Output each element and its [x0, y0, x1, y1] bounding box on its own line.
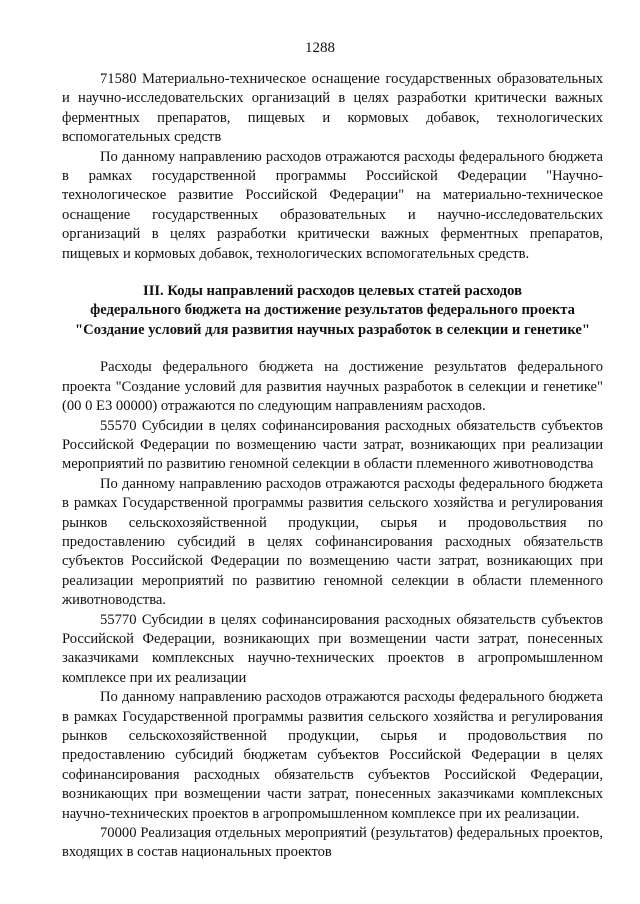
section-heading	[62, 282, 603, 340]
section-heading-line-3: "Создание условий для развития научных разработок в селекции и генетике"	[75, 321, 590, 338]
paragraph-71580-description: По данному направлению расходов отражаются расходы федерального бюджета в рамках государственной программы Российской Федерации "Научно-технологическое развитие Российской Федерации" на материально-техническое оснащение государственных образовательных и научно-исследовательских организаций в целях разработки критически важных ферментных препаратов, пищевых и кормовых добавок, технологических вспомогательных средств.	[62, 148, 603, 262]
paragraph-55570-description: По данному направлению расходов отражаются расходы федерального бюджета в рамках Государственной программы развития сельского хозяйства и регулирования рынков сельскохозяйственной продукции, сырья и продовольствия по предоставлению субсидий в целях софинансирования расходных обязательств субъектов Российской Федерации по возмещению части затрат, возникающих при реализации мероприятий по развитию геномной селекции в области племенного животноводства.	[62, 475, 603, 609]
section-heading-line-2: федерального бюджета на достижение результатов федерального проекта	[90, 302, 575, 319]
paragraph-55770-description: По данному направлению расходов отражаются расходы федерального бюджета в рамках Государственной программы развития сельского хозяйства и регулирования рынков сельскохозяйственной продукции, сырья и продовольствия по предоставлению субсидий бюджетам субъектов Российской Федерации в целях софинансирования расходных обязательств субъектов Российской Федерации, возникающих при возмещении части затрат, понесенных заказчиками комплексных научно-технических проектов в агропромышленном комплексе при их реализации.	[62, 689, 603, 822]
paragraph-55570-title: 55570 Субсидии в целях софинансирования расходных обязательств субъектов Российской Федерации по возмещению части затрат, возникающих при реализации мероприятий по развитию геномной селекции в области племенного животноводства	[62, 417, 603, 473]
paragraph-55770-title: 55770 Субсидии в целях софинансирования расходных обязательств субъектов Российской Федерации, возникающих при возмещении части затрат, понесенных заказчиками комплексных научно-технических проектов в агропромышленном комплексе при их реализации	[62, 611, 603, 686]
page-content	[62, 70, 603, 863]
paragraph-section-intro: Расходы федерального бюджета на достижение результатов федерального проекта "Создание условий для развития научных разработок в селекции и генетике" (00 0 Е3 00000) отражаются по следующим направлениям расходов.	[62, 359, 603, 415]
paragraph-70000-title: 70000 Реализация отдельных мероприятий (результатов) федеральных проектов, входящих в состав национальных проектов	[62, 825, 603, 861]
section-heading-line-1: III. Коды направлений расходов целевых статей расходов	[143, 283, 522, 300]
paragraph-71580-title: 71580 Материально-техническое оснащение государственных образовательных и научно-исследовательских организаций в целях разработки критически важных ферментных препаратов, пищевых и кормовых добавок, технологических вспомогательных средств	[62, 71, 603, 146]
page-number: 1288	[305, 40, 335, 56]
